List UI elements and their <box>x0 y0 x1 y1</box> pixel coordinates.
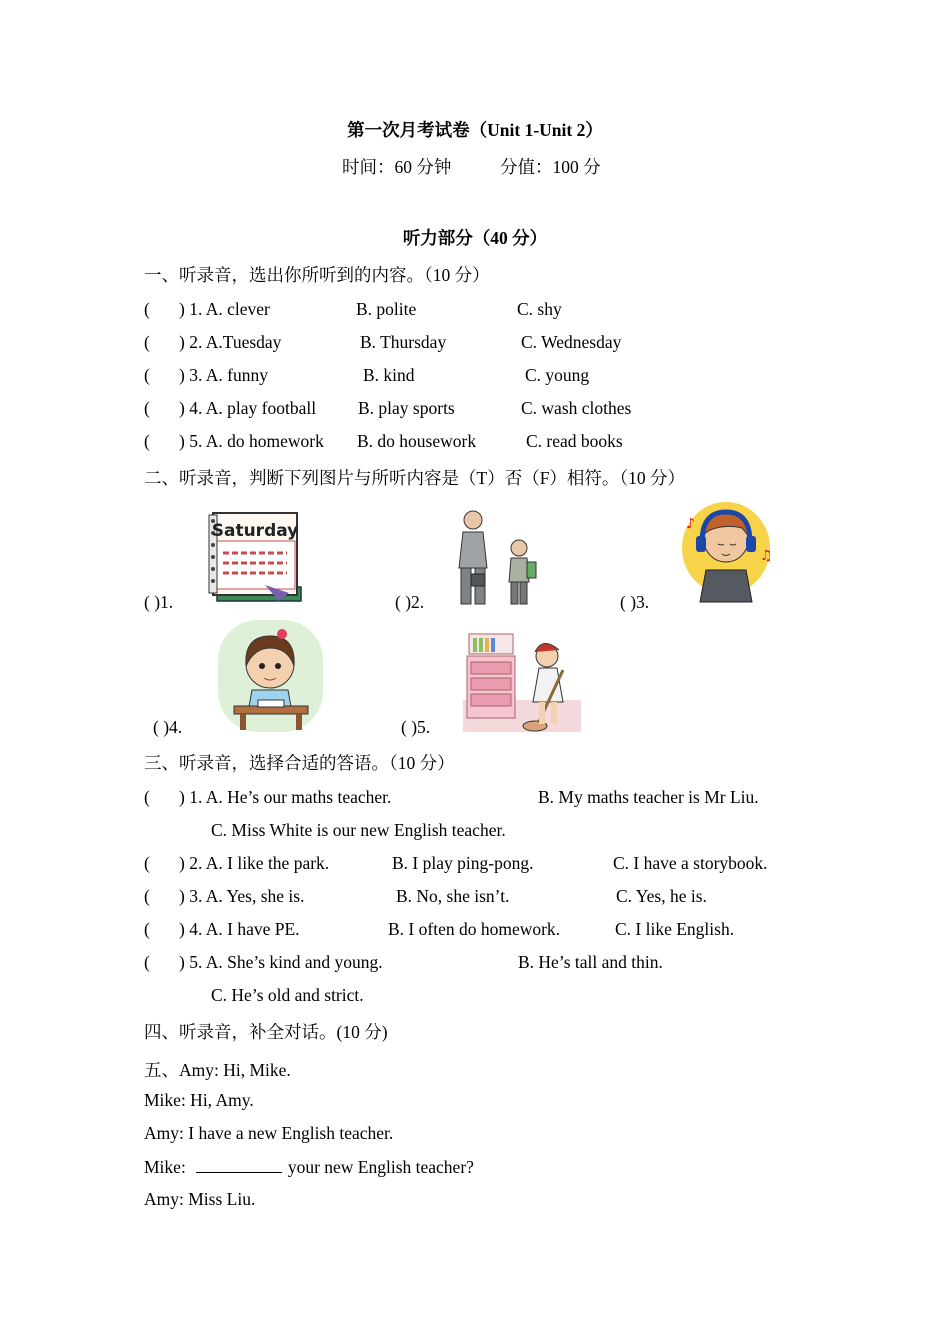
picture-label-1[interactable]: ( )1. <box>144 592 174 612</box>
picture-label-5[interactable]: ( )5. <box>401 717 431 737</box>
option-a: ) 5. A. do homework <box>179 431 324 451</box>
option-b: B. polite <box>356 299 417 319</box>
answer-bracket[interactable]: ( <box>144 365 150 385</box>
exam-time: 时间：60 分钟 <box>342 157 452 177</box>
option-a: ) 4. A. play football <box>179 398 317 418</box>
option-b: B. My maths teacher is Mr Liu. <box>538 787 759 807</box>
part1-instruction: 一、听录音，选出你所听到的内容。（10 分） <box>144 265 490 285</box>
option-a: ) 3. A. funny <box>179 365 268 385</box>
option-b: B. Thursday <box>360 332 447 352</box>
option-c: C. I have a storybook. <box>613 853 768 873</box>
dialogue-line: Mike: Hi, Amy. <box>144 1090 254 1110</box>
answer-bracket[interactable]: ( <box>144 398 150 418</box>
option-a: ) 2. A. I like the park. <box>179 853 330 873</box>
answer-bracket[interactable]: ( <box>144 431 150 451</box>
answer-bracket[interactable]: ( <box>144 919 150 939</box>
answer-bracket[interactable]: ( <box>144 886 150 906</box>
option-a: ) 4. A. I have PE. <box>179 919 300 939</box>
dialogue-line: Amy: I have a new English teacher. <box>144 1123 394 1143</box>
page-title: 第一次月考试卷（Unit 1-Unit 2） <box>347 120 603 140</box>
picture-label-3[interactable]: ( )3. <box>620 592 650 612</box>
listening-heading: 听力部分（40 分） <box>402 228 548 248</box>
option-a: ) 5. A. She’s kind and young. <box>179 952 383 972</box>
option-c: C. read books <box>526 431 623 451</box>
answer-bracket[interactable]: ( <box>144 952 150 972</box>
option-b: B. I often do homework. <box>388 919 561 939</box>
option-c: C. Wednesday <box>521 332 622 352</box>
answer-bracket[interactable]: ( <box>144 853 150 873</box>
option-a: ) 3. A. Yes, she is. <box>179 886 305 906</box>
dialogue-line: Amy: Miss Liu. <box>144 1189 256 1209</box>
picture-label-4[interactable]: ( )4. <box>153 717 183 737</box>
option-b: B. I play ping-pong. <box>392 853 534 873</box>
part3-instruction: 三、听录音，选择合适的答语。（10 分） <box>144 753 455 773</box>
option-c: C. Miss White is our new English teacher. <box>211 820 506 840</box>
answer-bracket[interactable]: ( <box>144 787 150 807</box>
dialogue-speaker: Mike: <box>144 1157 186 1177</box>
option-b: B. do housework <box>357 431 477 451</box>
option-b: B. kind <box>363 365 415 385</box>
option-c: C. He’s old and strict. <box>211 985 364 1005</box>
dialogue-line: 五、Amy: Hi, Mike. <box>144 1060 291 1080</box>
option-c: C. young <box>525 365 590 385</box>
option-b: B. He’s tall and thin. <box>518 952 663 972</box>
exam-score: 分值：100 分 <box>500 157 601 177</box>
option-b: B. No, she isn’t. <box>396 886 510 906</box>
svg-text:♪: ♪ <box>686 516 695 532</box>
girl-sweeping-floor-icon <box>463 630 581 732</box>
answer-bracket[interactable]: ( <box>144 332 150 352</box>
answer-bracket[interactable]: ( <box>144 299 150 319</box>
girl-writing-icon <box>218 620 323 732</box>
option-c: C. I like English. <box>615 919 735 939</box>
svg-text:♫: ♫ <box>760 548 772 564</box>
part2-instruction: 二、听录音，判断下列图片与所听内容是（T）否（F）相符。（10 分） <box>144 468 686 488</box>
option-a: ) 1. A. He’s our maths teacher. <box>179 787 392 807</box>
option-a: ) 2. A.Tuesday <box>179 332 282 352</box>
picture-label-2[interactable]: ( )2. <box>395 592 425 612</box>
man-and-boy-icon <box>443 508 545 608</box>
answer-blank[interactable] <box>196 1156 282 1173</box>
option-c: C. shy <box>517 299 562 319</box>
dialogue-text: your new English teacher? <box>287 1157 474 1177</box>
option-b: B. play sports <box>358 398 455 418</box>
dialogue-line-blank <box>144 1156 474 1178</box>
option-c: C. Yes, he is. <box>616 886 707 906</box>
svg-text:Saturday: Saturday <box>211 521 299 541</box>
option-a: ) 1. A. clever <box>179 299 270 319</box>
boy-listening-music-icon <box>680 498 772 606</box>
part4-instruction: 四、听录音，补全对话。(10 分) <box>144 1022 388 1042</box>
option-c: C. wash clothes <box>521 398 632 418</box>
saturday-calendar-icon <box>205 505 307 607</box>
